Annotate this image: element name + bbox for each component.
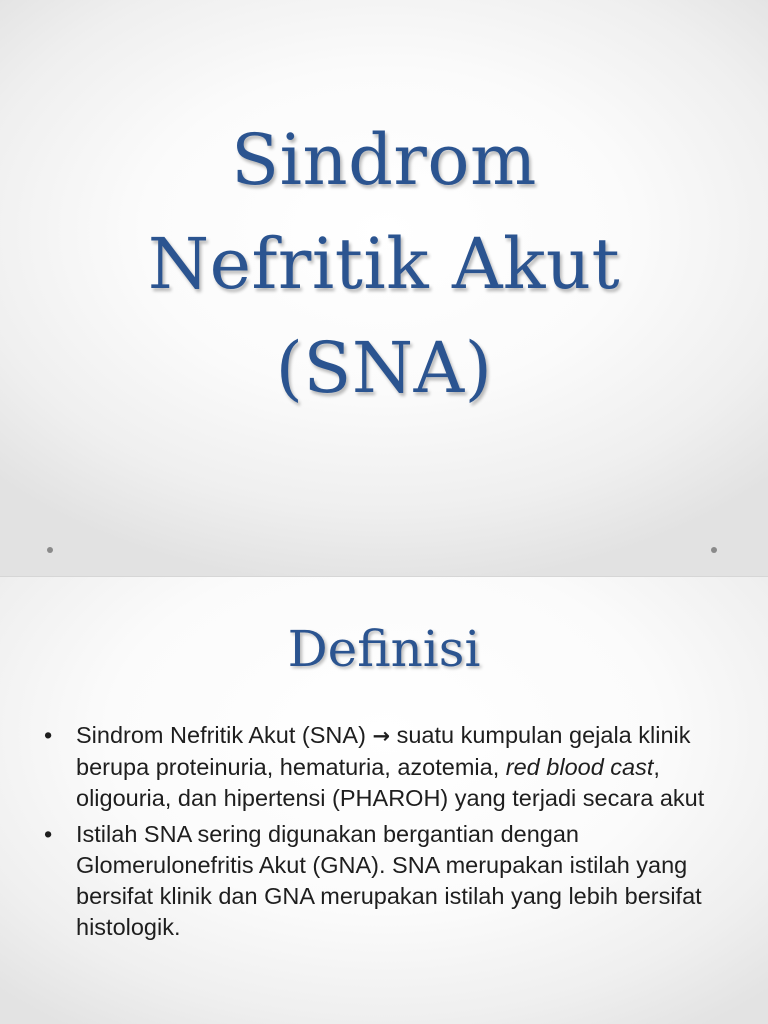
title-line-1: Sindrom — [231, 119, 537, 201]
definition-slide — [0, 577, 768, 1024]
arrow-icon: → — [372, 724, 391, 748]
bullet1-italic-term: red blood cast — [505, 754, 654, 780]
bullet1-text-middle: suatu kumpulan gejala klinik berupa proteinuria, hematuria, azotemia, — [76, 722, 691, 780]
bullet1-text-start: Sindrom Nefritik Akut (SNA) — [76, 722, 373, 748]
bullet-marker: • — [44, 722, 53, 748]
bullet1-text-end: , oligouria, dan hipertensi (PHAROH) yang terjadi secara akut — [76, 754, 705, 811]
decorative-dot-right — [711, 547, 717, 553]
bullet2-text: Istilah SNA sering digunakan bergantian dengan Glomerulonefritis Akut (GNA). SNA merupakan istilah yang bersifat klinik dan GNA merupakan istilah yang lebih bersifat histologik. — [76, 821, 702, 940]
definition-heading: Definisi — [287, 620, 481, 678]
title-line-2: Nefritik Akut — [147, 223, 621, 305]
title-line-3: (SNA) — [275, 327, 493, 409]
bullet-marker: • — [44, 821, 53, 847]
decorative-dot-left — [47, 547, 53, 553]
slide-title — [0, 108, 768, 420]
list-item — [44, 720, 734, 814]
list-item — [44, 819, 734, 943]
definition-list — [44, 720, 734, 948]
